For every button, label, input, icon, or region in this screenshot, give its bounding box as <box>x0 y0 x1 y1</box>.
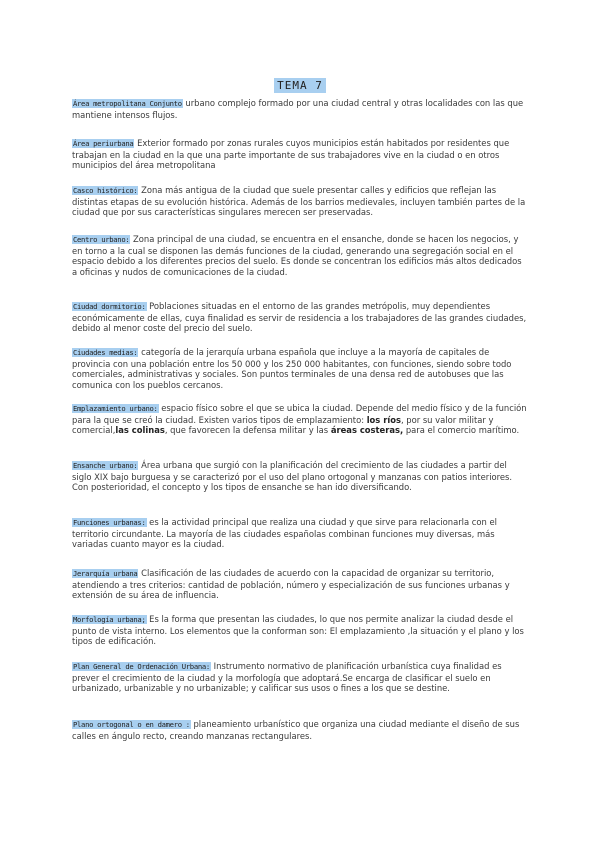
definition-text: urbano complejo formado por una ciudad central y otras localidades con las que mantiene intensos flujos. <box>72 98 524 120</box>
definition-entry <box>72 138 528 171</box>
definition-term: Ciudades medias: <box>73 348 138 357</box>
definition-entry <box>72 661 528 694</box>
definition-entry <box>72 234 528 277</box>
definition-entry <box>72 614 528 647</box>
definition-term: Área metropolitana Conjunto <box>73 99 182 108</box>
definition-entry <box>72 719 528 741</box>
definition-term: Morfología urbana; <box>73 615 146 624</box>
definition-text: Instrumento normativo de planificación urbanística cuya finalidad es prever el crecimiento de la ciudad y la morfología que adoptará.Se encarga de clasificar el suelo en urbanizado, urbanizable y no urbanizable; y calificar sus usos o fines a los que se destine. <box>72 661 502 694</box>
definition-term: Funciones urbanas: <box>73 518 146 527</box>
definition-term: Casco histórico: <box>73 186 138 195</box>
definition-term: Ensanche urbano: <box>73 461 138 470</box>
definition-text: es la actividad principal que realiza una ciudad y que sirve para relacionarla con el territorio circundante. La mayoría de las ciudades españolas combinan funciones muy diversas, más variadas cuanto mayor es la ciudad. <box>72 517 497 550</box>
page-title: TEMA 7 <box>274 78 326 93</box>
definition-text: Exterior formado por zonas rurales cuyos municipios están habitados por residentes que trabajan en la ciudad en la que una parte importante de sus trabajadores vive en la ciudad o en otros municipios del área metropolitana <box>72 138 510 171</box>
page-title-wrap <box>0 74 600 93</box>
definition-text: Poblaciones situadas en el entorno de las grandes metrópolis, muy dependientes económicamente de ellas, cuya finalidad es servir de residencia a los trabajadores de las grandes ciudades, debido al menor coste del precio del suelo. <box>72 301 527 334</box>
definition-emphasis: los ríos <box>366 414 401 425</box>
definition-term: Plano ortogonal o en damero : <box>73 720 190 729</box>
definition-emphasis: las colinas <box>115 425 165 436</box>
definition-entry <box>72 460 528 493</box>
definition-emphasis: áreas costeras, <box>330 425 404 436</box>
definition-text: Clasificación de las ciudades de acuerdo con la capacidad de organizar su territorio, atendiendo a tres criterios: cantidad de población, número y especialización de sus funciones urbanas y extensión de su área de influencia. <box>72 568 510 601</box>
definition-entry <box>72 185 528 218</box>
definition-term: Plan General de Ordenación Urbana: <box>73 662 210 671</box>
definition-text: para el comercio marítimo. <box>403 425 520 436</box>
definition-text: espacio físico sobre el que se ubica la ciudad. Depende del medio físico y de la función para la que se creó la ciudad. Existen varios tipos de emplazamiento: <box>72 403 527 425</box>
definition-entry <box>72 403 528 436</box>
definition-text: Zona más antigua de la ciudad que suele presentar calles y edificios que reflejan las distintas etapas de su evolución histórica. Además de los barrios medievales, incluyen también partes de la ciudad que por sus características singulares merecen ser preservadas. <box>72 185 526 218</box>
definition-term: Ciudad dormitorio: <box>73 302 146 311</box>
definition-text: categoría de la jerarquía urbana española que incluye a la mayoría de capitales de provincia con una población entre los 50 000 y los 250 000 habitantes, con funciones, siendo sobre todo comerciales, administrativas y sociales. Son puntos terminales de una densa red de autobuses que las comunica con los pueblos cercanos. <box>72 347 512 390</box>
definition-term: Emplazamiento urbano: <box>73 404 158 413</box>
definition-text: , que favorecen la defensa militar y las <box>164 425 331 436</box>
definition-text: , por su valor militar y comercial, <box>72 414 494 436</box>
definition-term: Jerarquía urbana <box>73 569 138 578</box>
definition-entry <box>72 347 528 390</box>
definition-entry <box>72 301 528 334</box>
definition-term: Área periurbana <box>73 139 134 148</box>
definition-text: Zona principal de una ciudad, se encuentra en el ensanche, donde se hacen los negocios, y en torno a la cual se disponen las demás funciones de la ciudad, generando una segregación social en el espacio debido a los diferentes precios del suelo. Es donde se concentran los edificios más altos dedicados a oficinas y nudos de comunicaciones de la ciudad. <box>72 234 522 277</box>
definition-entry <box>72 98 528 120</box>
definition-text: Es la forma que presentan las ciudades, lo que nos permite analizar la ciudad desde el punto de vista interno. Los elementos que la conforman son: El emplazamiento ,la situación y el plano y los tipos de edificación. <box>72 614 524 647</box>
definition-entry <box>72 568 528 601</box>
definition-text: planeamiento urbanístico que organiza una ciudad mediante el diseño de sus calles en ángulo recto, creando manzanas rectangulares. <box>72 719 520 741</box>
definition-entry <box>72 517 528 550</box>
definition-text: Área urbana que surgió con la planificación del crecimiento de las ciudades a partir del siglo XIX bajo burguesa y se caracterizó por el uso del plano ortogonal y manzanas con patios interiores. Con posterioridad, el concepto y los tipos de ensanche se han ido diversificando. <box>72 460 513 493</box>
definition-term: Centro urbano: <box>73 235 130 244</box>
